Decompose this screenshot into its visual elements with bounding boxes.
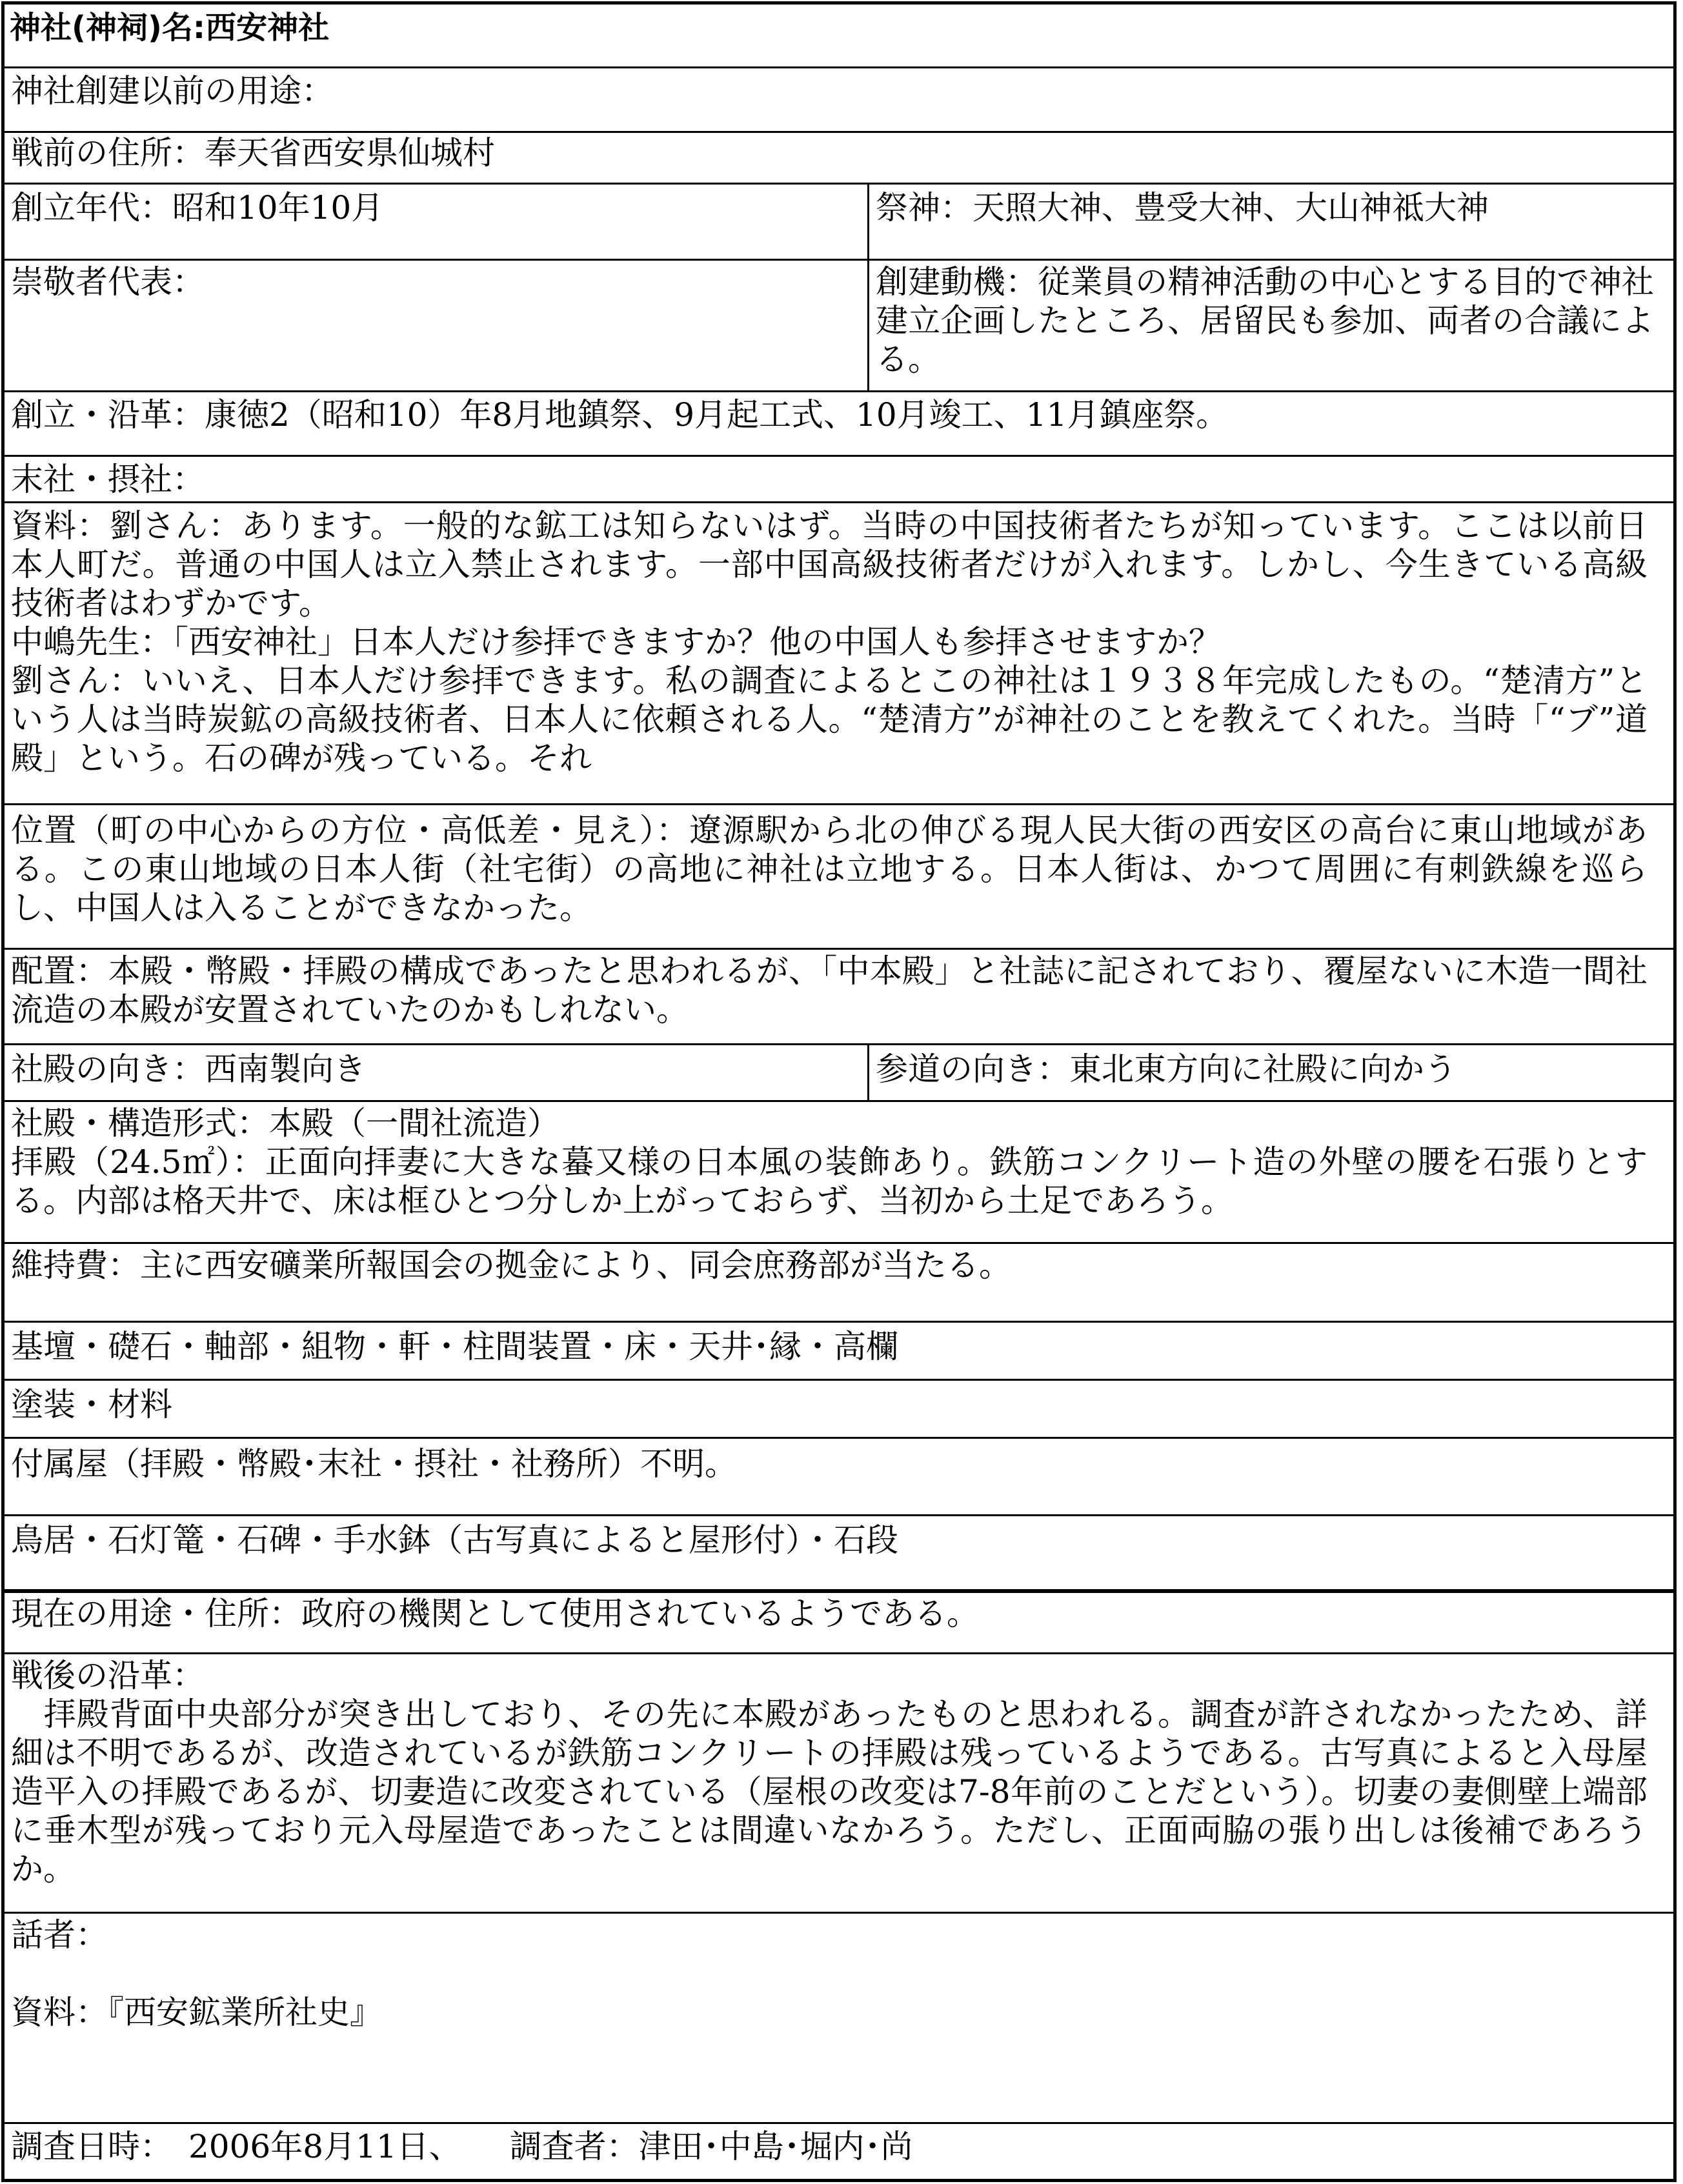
section-divider bbox=[5, 1589, 1673, 1593]
layout: 配置：本殿・幣殿・拝殿の構成であったと思われるが、「中本殿」と社誌に記されており、覆屋ないに木造一間社流造の本殿が安置されていたのかもしれない。 bbox=[11, 952, 1648, 1028]
speaker: 話者： bbox=[11, 1916, 108, 1954]
divider bbox=[5, 390, 1673, 392]
divider bbox=[5, 1100, 1673, 1102]
divider bbox=[5, 1242, 1673, 1244]
shrine-orientation: 社殿の向き：西南製向き bbox=[11, 1050, 366, 1088]
structure-hall: 拝殿（24.5㎡）：正面向拝妻に大きな蟇又様の日本風の装飾あり。鉄筋コンクリート造の外壁の腰を石張りとする。内部は格天井で、床は框ひとつ分しか上がっておらず、当初から土足であろう。 bbox=[11, 1143, 1648, 1219]
surveyors: 調査者：津田･中島･堀内･尚 bbox=[509, 2128, 913, 2165]
divider bbox=[5, 1043, 1673, 1045]
survey-info bbox=[11, 2127, 1648, 2166]
divider bbox=[5, 183, 1673, 185]
interview-paragraph-3: 劉さん：いいえ、日本人だけ参拝できます。私の調査によるとこの神社は１９３８年完成したもの。“楚清方”という人は当時炭鉱の高級技術者、日本人に依頼される人。“楚清方”が神社のことを教えてくれた。当時「“ブ”道殿」という。石の碑が残っている。それ bbox=[11, 662, 1648, 777]
column-divider bbox=[867, 183, 869, 392]
divider bbox=[5, 501, 1673, 503]
paint-materials: 塗装・材料 bbox=[11, 1386, 172, 1423]
survey-record-sheet bbox=[1, 1, 1677, 2182]
prior-use: 神社創建以前の用途： bbox=[11, 72, 334, 110]
postwar-history-text: 拝殿背面中央部分が突き出しており、その先に本殿があったものと思われる。調査が許されなかったため、詳細は不明であるが、改造されているが鉄筋コンクリートの拝殿は残っているようである。古写真によると入母屋造平入の拝殿であるが、切妻造に改変されている（屋根の改変は7-8年前のことだという）。切妻の妻側壁上端部に垂木型が残っており元入母屋造であったことは間違いなかろう。ただし、正面両脇の張り出しは後補であろうか。 bbox=[11, 1696, 1648, 1888]
divider bbox=[5, 1379, 1673, 1381]
divider bbox=[5, 803, 1673, 805]
foundation: 基壇・礎石・軸部・組物・軒・柱間装置・床・天井･縁・高欄 bbox=[11, 1328, 898, 1365]
approach-orientation: 参道の向き：東北東方向に社殿に向かう bbox=[876, 1050, 1456, 1088]
divider bbox=[5, 259, 1673, 261]
divider bbox=[5, 1912, 1673, 1914]
divider bbox=[5, 948, 1673, 950]
prewar-address: 戦前の住所：奉天省西安県仙城村 bbox=[11, 134, 495, 172]
current-use: 現在の用途・住所：政府の機関として使用されているようである。 bbox=[11, 1595, 979, 1632]
survey-date: 調査日時： 2006年8月11日、 bbox=[11, 2128, 445, 2165]
founding-era: 創立年代：昭和10年10月 bbox=[11, 189, 384, 226]
location: 位置（町の中心からの方位・高低差・見え）：遼源駅から北の伸びる現人民大街の西安区の高台に東山地域がある。この東山地域の日本人街（社宅街）の高地に神社は立地する。日本人街は、かつて周囲に有刺鉄線を巡らし、中国人は入ることができなかった。 bbox=[11, 812, 1648, 927]
shrine-name: 神社(神祠)名:西安神社 bbox=[10, 10, 330, 46]
founding-motive: 創建動機：従業員の精神活動の中心とする目的で神社建立企画したところ、居留民も参加、両者の合議による。 bbox=[876, 263, 1654, 378]
interview-paragraph-1: 資料：劉さん：あります。一般的な鉱工は知らないはず。当時の中国技術者たちが知っています。ここは以前日本人町だ。普通の中国人は立入禁止されます。一部中国高級技術者だけが入れます。しかし、今生きている高級技術者はわずかです。 bbox=[11, 507, 1648, 622]
divider bbox=[5, 1514, 1673, 1516]
divider bbox=[5, 455, 1673, 457]
divider bbox=[5, 1652, 1673, 1654]
divider bbox=[5, 66, 1673, 68]
torii: 鳥居・石灯篭・石碑・手水鉢（古写真によると屋形付）・石段 bbox=[11, 1521, 898, 1559]
history: 創立・沿革：康徳2（昭和10）年8月地鎮祭、9月起工式、10月竣工、11月鎮座祭。 bbox=[11, 396, 1229, 434]
interview-paragraph-2: 中嶋先生：「西安神社」日本人だけ参拝できますか？他の中国人も参拝させますか？ bbox=[11, 623, 1221, 661]
column-divider bbox=[867, 1043, 869, 1101]
divider bbox=[5, 1321, 1673, 1323]
postwar-history-label: 戦後の沿革： bbox=[11, 1657, 205, 1694]
divider bbox=[5, 1437, 1673, 1439]
subsidiary-shrines: 末社・摂社： bbox=[11, 461, 205, 498]
deities: 祭神：天照大神、豊受大神、大山神祗大神 bbox=[876, 189, 1489, 226]
divider bbox=[5, 2122, 1673, 2124]
structure-main: 社殿・構造形式：本殿（一間社流造） bbox=[11, 1105, 559, 1142]
source: 資料：『西安鉱業所社史』 bbox=[11, 1994, 382, 2031]
maintenance: 維持費：主に西安礦業所報国会の拠金により、同会庶務部が当たる。 bbox=[11, 1247, 1011, 1284]
worshipper-representative: 崇敬者代表： bbox=[11, 263, 205, 301]
annex: 付属屋（拝殿・幣殿･末社・摂社・社務所）不明。 bbox=[11, 1445, 737, 1483]
divider bbox=[5, 131, 1673, 133]
